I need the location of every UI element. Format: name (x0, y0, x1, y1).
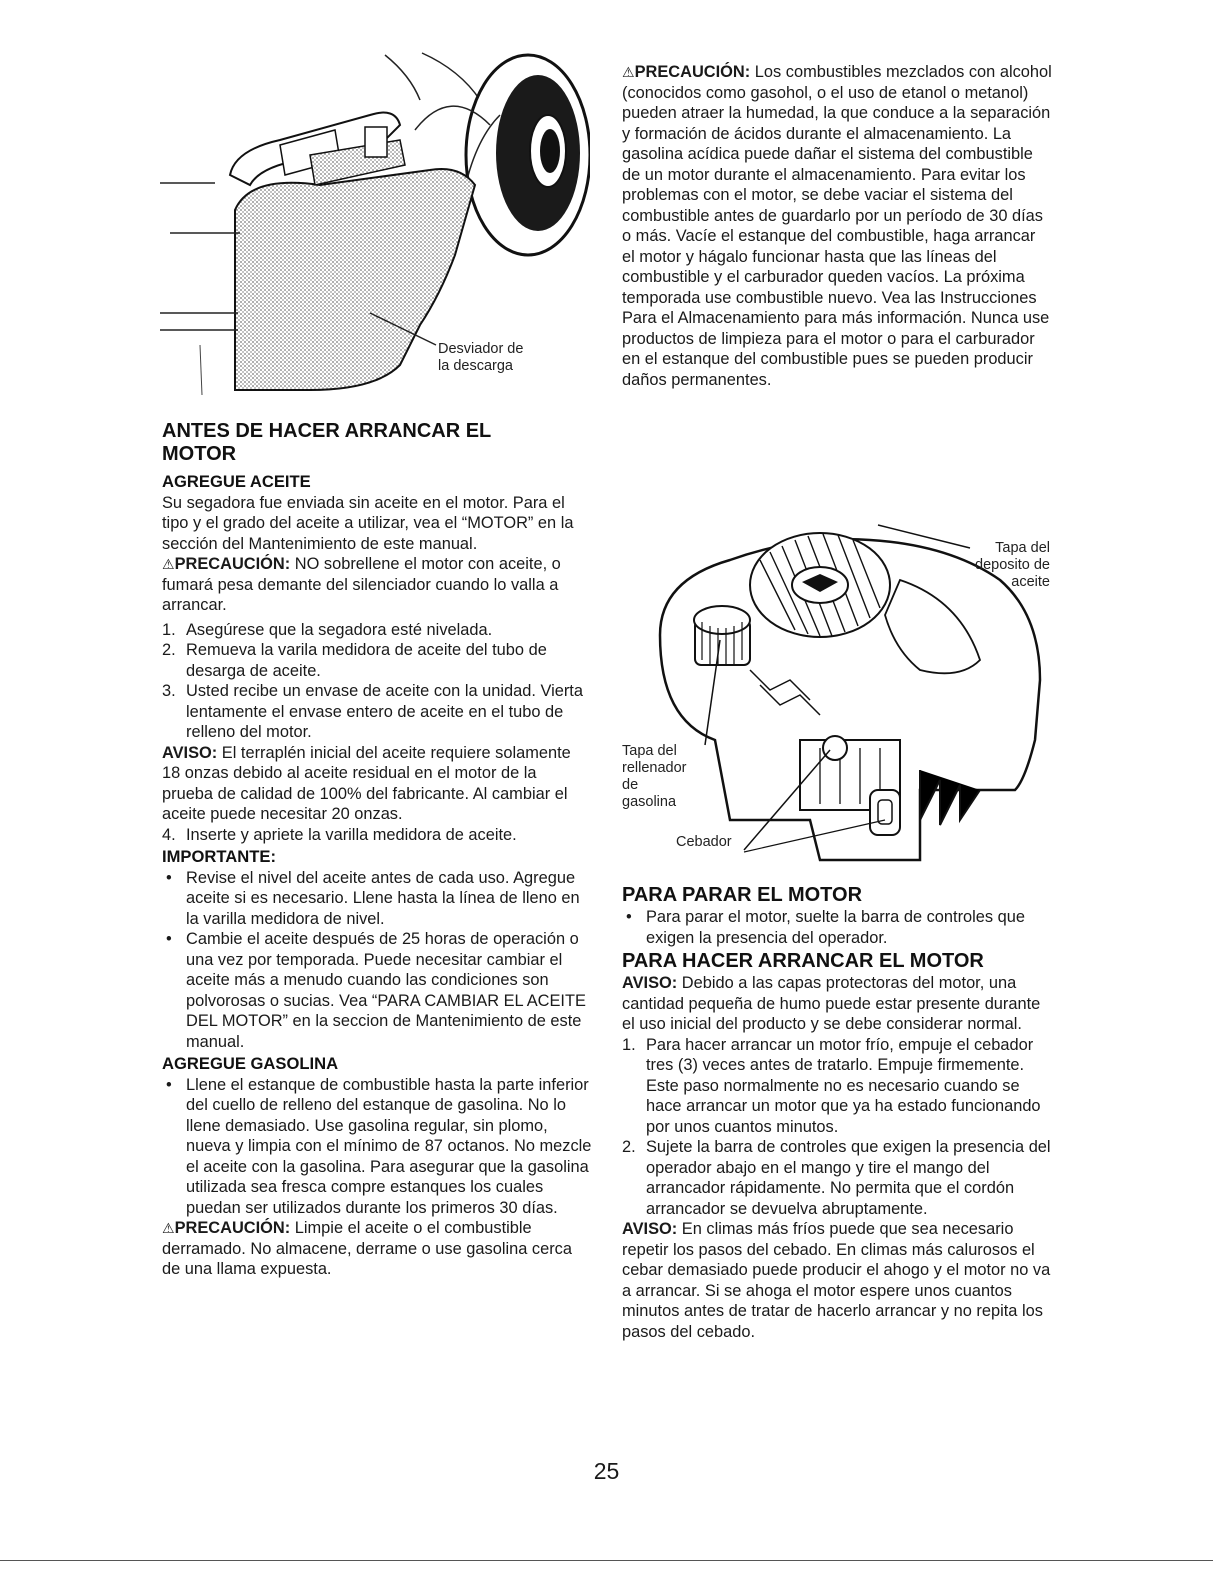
start-notice-cold: AVISO: En climas más fríos puede que sea necesario repetir los pasos del cebado. En climas más calurosos el cebar demasiado puede producir el ahogo y el motor no va a arrancar. Si se ahoga el motor espere unos cuantos minutos antes de tratar de hacerlo arrancar y no repita los pasos del cebado. (622, 1220, 1051, 1341)
page-number: 25 (593, 1458, 620, 1484)
list-item: 1. Para hacer arrancar un motor frío, empuje el cebador tres (3) veces antes de tratarlo. Empuje firmemente. Este paso normalmente no es necesario cuando se hace arrancar un motor que ya ha estado funcionando por unos cuantos minutos. (622, 1035, 1041, 1136)
oil-notice: AVISO: El terraplén inicial del aceite requiere solamente 18 onzas debido al aceite residual en el motor de la prueba de calidad de 100% del fabricante. Al cambiar el aceite puede necesitar 20 onzas. (162, 743, 571, 823)
list-item: 3. Usted recibe un envase de aceite con la unidad. Vierta lentamente el envase entero de aceite en el tubo de relleno del motor. (162, 682, 583, 741)
right-column (622, 62, 1052, 390)
deflector-label: Desviador de la descarga (438, 341, 524, 374)
heading-important: IMPORTANTE: (162, 847, 276, 866)
warning-triangle-icon: ⚠ (162, 1220, 175, 1236)
list-item: • Llene el estanque de combustible hasta la parte inferior del cuello de relleno del estanque de gasolina. No lo llene demasiado. Use gasolina regular, sin plomo, nueva y limpia con el mínimo de 87 octanos. No mezcle el aceite con la gasolina. Para asegurar que la gasolina utilizada sea fresca compre estanques los cuales puedan ser utilizados durante los primeros 30 días. (166, 1075, 592, 1217)
list-item: 2. Sujete la barra de controles que exigen la presencia del operador abajo en el mango y tire el mango del arrancador rápidamente. No permita que el cordón arrancador se devuelva abruptamente. (622, 1138, 1051, 1218)
add-oil-intro: Su segadora fue enviada sin aceite en el motor. Para el tipo y el grado del aceite a utilizar, vea el “MOTOR” en la sección del Mantenimiento de este manual. (162, 493, 574, 553)
warning-triangle-icon: ⚠ (622, 64, 635, 80)
start-notice: AVISO: Debido a las capas protectoras del motor, una cantidad pequeña de humo puede estar presente durante el uso inicial del producto y se debe considerar normal. (622, 974, 1041, 1033)
list-item: • Revise el nivel del aceite antes de cada uso. Agregue aceite si es necesario. Llene hasta la línea de lleno en la varilla medidora de nivel. (166, 868, 580, 928)
add-gas-bullets (162, 1075, 592, 1219)
important-bullets (162, 868, 592, 1053)
list-item: 1. Asegúrese que la segadora esté nivelada. (162, 620, 493, 639)
alcohol-fuel-caution: ⚠PRECAUCIÓN: Los combustibles mezclados con alcohol (conocidos como gasohol, o el uso de etanol o metanol) pueden atraer la humedad, la que conduce a la separación y formación de ácidos durante el almacenamiento. La gasolina acídica puede dañar el sistema del combustible de un motor durante el almacenamiento. Para evitar los problemas con el motor, se debe vaciar el sistema del combustible antes de guardarlo por un período de 30 días o más. Vacíe el estanque del combustible, haga arrancar el motor y hágalo funcionar hasta que las líneas del combustible y el carburador queden vacíos. La próxima temporada use combustible nuevo. Vea las Instrucciones Para el Almacenamiento para más información. Nunca use productos de limpieza para el motor o para el carburador en el estanque del combustible pues se pueden producir daños permanentes. (622, 63, 1052, 389)
list-item: • Para parar el motor, suelte la barra de controles que exigen la presencia del operador. (626, 908, 1026, 947)
heading-start-engine: PARA HACER ARRANCAR EL MOTOR (622, 950, 984, 972)
list-item: • Cambie el aceite después de 25 horas de operación o una vez por temporada. Puede necesitar cambiar el aceite más a menudo cuando las condiciones son polvorosas o sucias. Vea “PARA CAMBIAR EL ACEITE DEL MOTOR” en la seccion de Mantenimiento de este manual. (166, 930, 586, 1051)
warning-triangle-icon: ⚠ (162, 556, 175, 572)
add-oil-step4 (162, 825, 592, 846)
heading-add-gas: AGREGUE GASOLINA (162, 1054, 339, 1073)
left-column (162, 420, 592, 1280)
footer-rule (0, 1560, 1213, 1561)
heading-before-starting: ANTES DE HACER ARRANCAR EL MOTOR (162, 420, 491, 465)
gas-caution: ⚠PRECAUCIÓN: Limpie el aceite o el combustible derramado. No almacene, derrame o use gasolina cerca de una llama expuesta. (162, 1219, 572, 1278)
list-item: 2. Remueva la varila medidora de aceite del tubo de desarga de aceite. (162, 641, 547, 680)
right-column-lower (622, 884, 1052, 1342)
heading-stop-engine: PARA PARAR EL MOTOR (622, 884, 863, 906)
heading-add-oil: AGREGUE ACEITE (162, 472, 311, 491)
fuel-cap-label: Tapa del rellenador de gasolina (622, 743, 687, 810)
oil-cap-label: Tapa del deposito de aceite (975, 540, 1050, 590)
add-oil-steps (162, 620, 592, 743)
oil-caution: ⚠PRECAUCIÓN: NO sobrellene el motor con aceite, o fumará pesa demante del silenciador cuando lo valla a arrancar. (162, 555, 561, 614)
start-steps (622, 1035, 1052, 1220)
stop-bullets (622, 907, 1052, 948)
list-item: 4. Inserte y apriete la varilla medidora de aceite. (162, 825, 517, 844)
primer-label: Cebador (676, 834, 732, 850)
discharge-deflector-illustration (160, 45, 590, 405)
